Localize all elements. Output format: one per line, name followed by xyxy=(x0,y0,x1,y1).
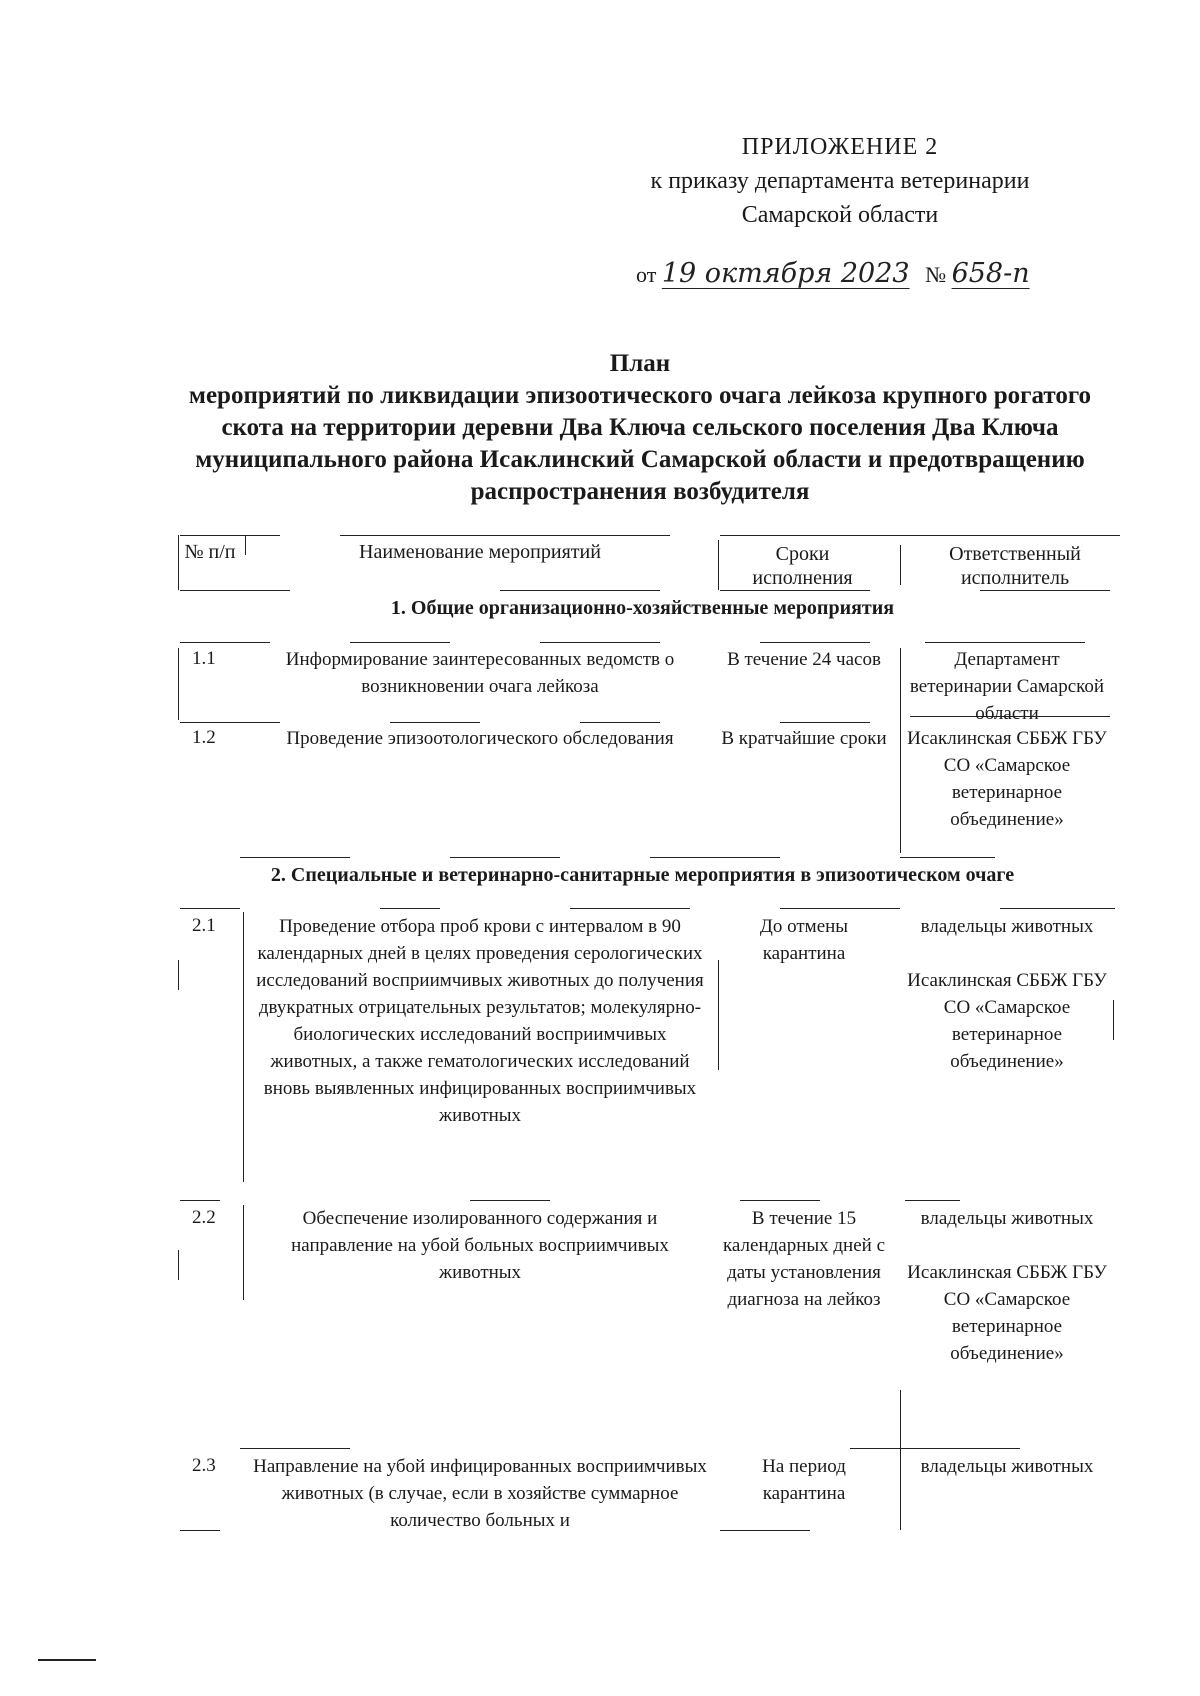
plan-title: План xyxy=(609,350,671,377)
appendix-line-1: к приказу департамента ветеринарии xyxy=(650,168,1030,194)
plan-title-block xyxy=(170,348,1110,508)
handwritten-date: 19 октября 2023 xyxy=(661,258,910,289)
row-number: 1.1 xyxy=(192,648,216,669)
number-label: № xyxy=(925,262,947,287)
row-action: Проведение отбора проб крови с интервалом в 90 календарных дней в целях проведения серологических исследований восприимчивых животных до получения двукратных отрицательных результатов; молекулярно-биологических исследований восприимчивых животных, а также гематологических исследований вновь выявленных инфицированных восприимчивых животных xyxy=(256,916,704,1126)
row-action: Проведение эпизоотологического обследования xyxy=(286,728,674,749)
row-action: Информирование заинтересованных ведомств о возникновении очага лейкоза xyxy=(285,649,675,697)
row-number: 2.2 xyxy=(192,1207,216,1228)
row-responsible: Департамент ветеринарии Самарской области xyxy=(909,649,1105,724)
responsible-primary: владельцы животных xyxy=(920,916,1094,937)
section-title: 1. Общие организационно-хозяйственные мероприятия xyxy=(390,597,895,619)
header-resp: Ответственный исполнитель xyxy=(949,543,1081,589)
row-responsible: владельцы животных xyxy=(920,1456,1094,1477)
row-action: Направление на убой инфицированных восприимчивых животных (в случае, если в хозяйстве суммарное количество больных и xyxy=(253,1456,707,1531)
row-term: На период карантина xyxy=(762,1456,846,1504)
section-title: 2. Специальные и ветеринарно-санитарные мероприятия в эпизоотическом очаге xyxy=(270,864,1015,886)
row-action: Обеспечение изолированного содержания и направление на убой больных восприимчивых животных xyxy=(291,1208,669,1283)
order-date-number-line xyxy=(636,258,1030,289)
appendix-title: ПРИЛОЖЕНИЕ 2 xyxy=(741,134,939,160)
responsible-secondary: Исаклинская СББЖ ГБУ СО «Самарское ветеринарное объединение» xyxy=(907,1262,1107,1364)
responsible-primary: владельцы животных xyxy=(920,1208,1094,1229)
appendix-line-2: Самарской области xyxy=(741,202,939,228)
row-term: До отмены карантина xyxy=(759,916,849,964)
appendix-header xyxy=(560,130,1120,232)
row-term: В кратчайшие сроки xyxy=(721,728,887,749)
row-number: 1.2 xyxy=(192,727,216,748)
row-responsible xyxy=(902,1205,1112,1367)
header-term: Сроки исполнения xyxy=(752,543,853,589)
header-num: № п/п xyxy=(184,541,236,563)
plan-subtitle: мероприятий по ликвидации эпизоотического очага лейкоза крупного рогатого скота на территории деревни Два Ключа сельского поселения Два Ключа муниципального района Исаклинский Самарской области и предотвращению распространения возбудителя xyxy=(188,382,1092,505)
handwritten-number: 658-п xyxy=(951,258,1030,289)
row-responsible xyxy=(902,913,1112,1075)
row-number: 2.3 xyxy=(192,1455,216,1476)
row-term: В течение 24 часов xyxy=(727,649,881,670)
row-term: В течение 15 календарных дней с даты установления диагноза на лейкоз xyxy=(722,1208,886,1310)
header-name: Наименование мероприятий xyxy=(359,541,601,563)
row-responsible: Исаклинская СББЖ ГБУ СО «Самарское ветеринарное объединение» xyxy=(907,728,1107,830)
row-number: 2.1 xyxy=(192,915,216,936)
from-label: от xyxy=(636,262,657,287)
footer-rule xyxy=(38,1659,96,1661)
responsible-secondary: Исаклинская СББЖ ГБУ СО «Самарское ветеринарное объединение» xyxy=(907,970,1107,1072)
